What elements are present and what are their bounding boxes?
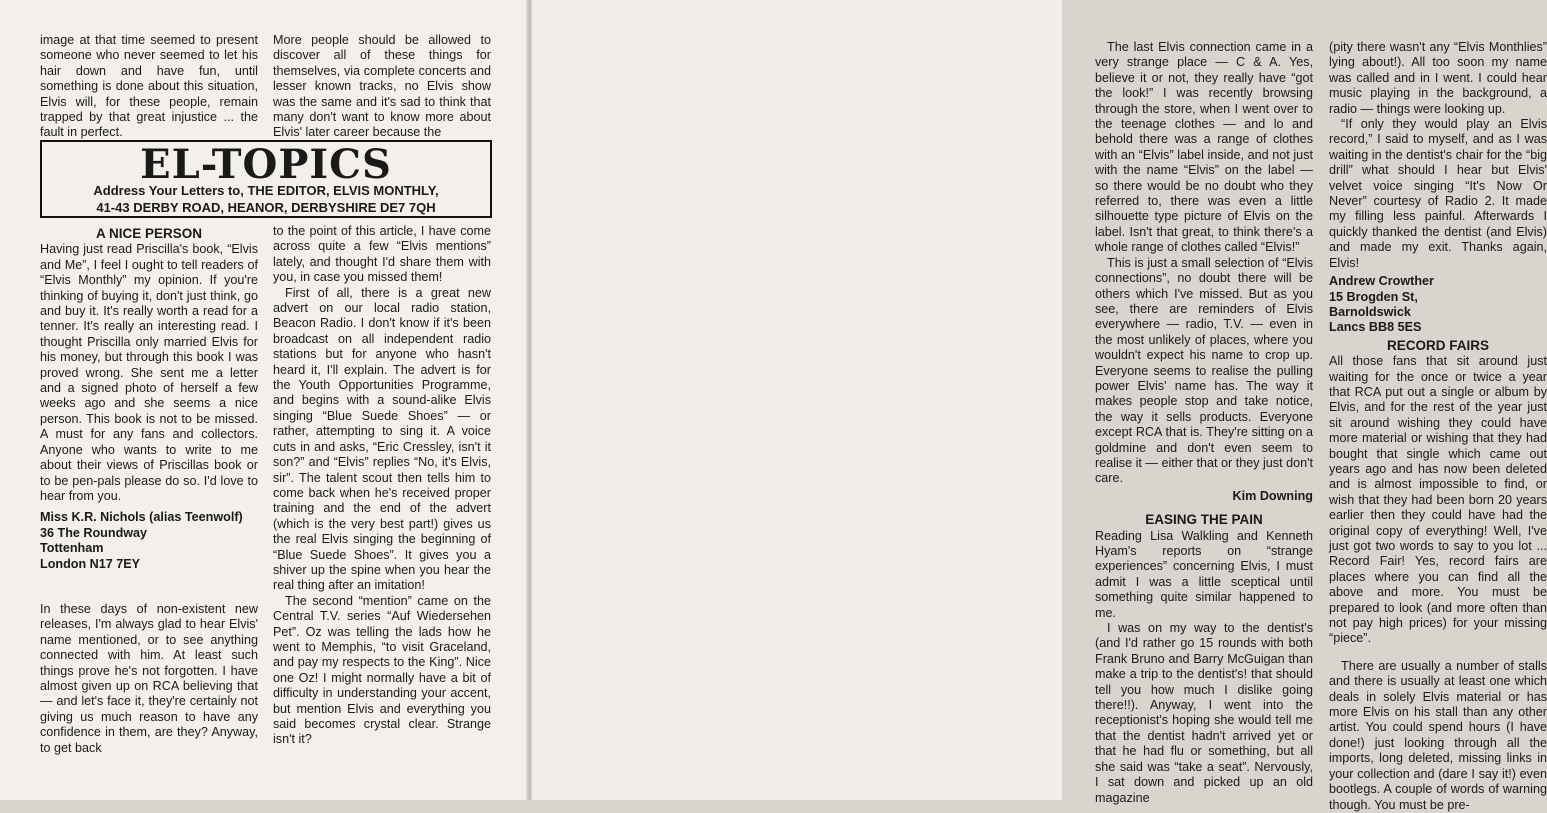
signature-city: London N17 7EY	[40, 556, 141, 571]
el-topics-banner	[40, 140, 492, 218]
right-page-column-1	[1095, 40, 1314, 805]
right-page	[532, 0, 1547, 812]
left-column-lower	[40, 224, 258, 790]
letter-heading-a-nice-person: A NICE PERSON	[95, 226, 203, 241]
letter-paragraph: Reading Lisa Walkling and Kenneth Hyam's reports on “strange experiences” concerning Elvis, I must admit I was a little sceptical until something quite similar happened to me.	[1095, 528, 1313, 620]
banner-address-line-1: Address Your Letters to, THE EDITOR, ELVIS MONTHLY,	[93, 183, 439, 198]
signature-name: Andrew Crowther	[1329, 274, 1434, 289]
signature-street: 15 Brogden St,	[1329, 289, 1418, 304]
left-page	[0, 0, 528, 800]
signature-city: Lancs BB8 5ES	[1329, 320, 1422, 335]
letter-paragraph: (pity there wasn't any “Elvis Monthlies” lying about!). All too soon my name was called and in I went. I could hear music playing in the background, a radio — things were looking up.	[1329, 40, 1547, 116]
letter-paragraph: There are usually a number of stalls and there is usually at least one which deals in solely Elvis material or has more Elvis on his stall than any other artist. You could spend hours (I have done!) just looking through all the imports, long deleted, missing links in your collection and (dare I say it!) even bootlegs. A couple of words of warning though. You must be pre-	[1329, 658, 1547, 812]
letter-paragraph: The second “mention” came on the Central T.V. series “Auf Wiedersehen Pet”. Oz was telling the lads how he went to Memphis, “to visit Graceland, and pay my respects to the King”. Nice one Oz! I might normally have a bit of difficulty in understanding your accent, but mention Elvis and everything you said becomes crystal clear. Strange isn't it?	[273, 593, 491, 747]
letter-paragraph: First of all, there is a great new advert on our local radio station, Beacon Radio. I don't know if it's been broadcast on all independent radio stations but for anyone who hasn't heard it, I'll explain. The advert is for the Youth Opportunities Programme, and begins with a sound-alike Elvis singing “Blue Suede Shoes” — or rather, attempting to sing it. A voice cuts in and asks, “Eric Cressley, isn't it son?” and “Elvis” replies “No, it's Elvis, sir”. The talent scout then tells him to come back when he's received proper training and the end of the advert (which is the very best part!) gives us the real Elvis singing the beginning of “Blue Suede Shoes”. It gives you a shiver up the spine when you hear the real thing after an imitation!	[273, 285, 491, 593]
letter-body: Having just read Priscilla's book, “Elvis and Me”, I feel I ought to tell readers of “Elvis Monthly” my opinion. If you're thinking of buying it, don't just think, go and buy it. It's really worth a read for a tenner. It's really an interesting read. I thought Priscilla only married Elvis for his money, but through this book I was proved wrong. She sent me a letter and a signed photo of herself a few weeks ago and she seems a nice person. This book is not to be missed. A must for any fans and collectors. Anyone who wants to write to me about their views of Priscillas book or to be pen-pals please do so. I'd love to hear from you.	[40, 242, 258, 503]
letter-paragraph: to the point of this article, I have come across quite a few “Elvis mentions” lately, and thought I'd share them with you, in case you missed them!	[273, 224, 491, 285]
signature-town: Tottenham	[40, 541, 104, 556]
right-column-lower	[273, 224, 491, 790]
right-page-column-2	[1329, 40, 1547, 812]
top-right-column	[273, 33, 491, 140]
banner-title: EL-TOPICS	[140, 141, 392, 188]
letter-heading-record-fairs: RECORD FAIRS	[1386, 337, 1489, 353]
letter-paragraph: In these days of non-existent new releases, I'm always glad to hear Elvis' name mentioned, or to see anything connected with him. At least such things prove he's not forgotten. I have almost given up on RCA believing that — and let's face it, they're certainly not giving us much reason to have any confidence in them, are they? Anyway, to get back	[40, 601, 258, 755]
letter-heading-easing-the-pain: EASING THE PAIN	[1145, 512, 1263, 528]
letter-paragraph: The last Elvis connection came in a very strange place — C & A. Yes, believe it or not, they really have “got the look!” I was recently browsing through the store, when I went over to the teenage clothes — and lo and behold there was a range of clothes with an “Elvis” label inside, and not just with the name “Elvis” on the label — so there would be no doubt who they referred to, there was even a little silhouette type picture of Elvis on the label. Isn't that great, to think there's a whole range of clothes called “Elvis!”	[1095, 40, 1313, 255]
banner-address-line-2: 41-43 DERBY ROAD, HEANOR, DERBYSHIRE DE7 7QH	[96, 200, 436, 215]
letter-paragraph: All those fans that sit around just waiting for the once or twice a year that RCA put out a single or album by Elvis, and for the rest of the year just sit around wishing they could have more material or wishing that they had bought that single which came out years ago and has now been deleted and is almost impossible to find, or wish that they had been born 20 years earlier then they could have had the original copy of everything! Well, I've just got two words to say to you lot ... Record Fair! Yes, record fairs are places where you can find all the above and more. You must be prepared to look (and more often than not pay high prices) for your missing “piece”.	[1329, 354, 1547, 646]
letter-paragraph: I was on my way to the dentist's (and I'd rather go 15 rounds with both Frank Bruno and Barry McGuigan than make a trip to the dentist's! that should tell you how much I dislike going there!!). Anyway, I went into the receptionist's hoping she would tell me that the dentist hadn't arrived yet or that he had flu or something, but all she said was “take a seat”. Nervously, I sat down and picked up an old magazine	[1095, 621, 1313, 805]
signature-name: Miss K.R. Nichols (alias Teenwolf)	[40, 510, 243, 525]
letter-paragraph: “If only they would play an Elvis record,” I said to myself, and as I was waiting in the dentist's chair for the “big drill” what should I hear but Elvis' velvet voice singing “It's Now Or Never” courtesy of Radio 2. It made my filling less painful. Afterwards I quickly thanked the dentist (and Elvis) and made my exit. Thanks again, Elvis!	[1329, 117, 1547, 270]
continued-paragraph-left: image at that time seemed to present someone who never seemed to let his hair down and have fun, until something is done about this situation, Elvis will, for these people, remain trapped by that great injustice ... the fault in perfect.	[40, 33, 258, 140]
letter-paragraph: This is just a small selection of “Elvis connections”, no doubt there will be others which I've missed. But as you see, there are reminders of Elvis everywhere — radio, T.V. — even in the most unlikely of places, where you wouldn't expect his name to crop up. Everyone seems to realise the pulling power Elvis' name has. The way it makes people stop and take notice, the way it sells products. Everyone except RCA that is. They're sitting on a goldmine and don't even seem to realise it — either that or they just don't care.	[1095, 255, 1314, 486]
signature-town: Barnoldswick	[1329, 304, 1411, 319]
signature-street: 36 The Roundway	[40, 525, 148, 540]
top-left-column	[40, 33, 258, 140]
signature-kim-downing: Kim Downing	[1232, 488, 1313, 503]
continued-paragraph-right: More people should be allowed to discover all of these things for themselves, via complete concerts and lesser known tracks, no Elvis show was the same and it's sad to think that many don't want to know more about Elvis' later career because the	[273, 33, 491, 140]
